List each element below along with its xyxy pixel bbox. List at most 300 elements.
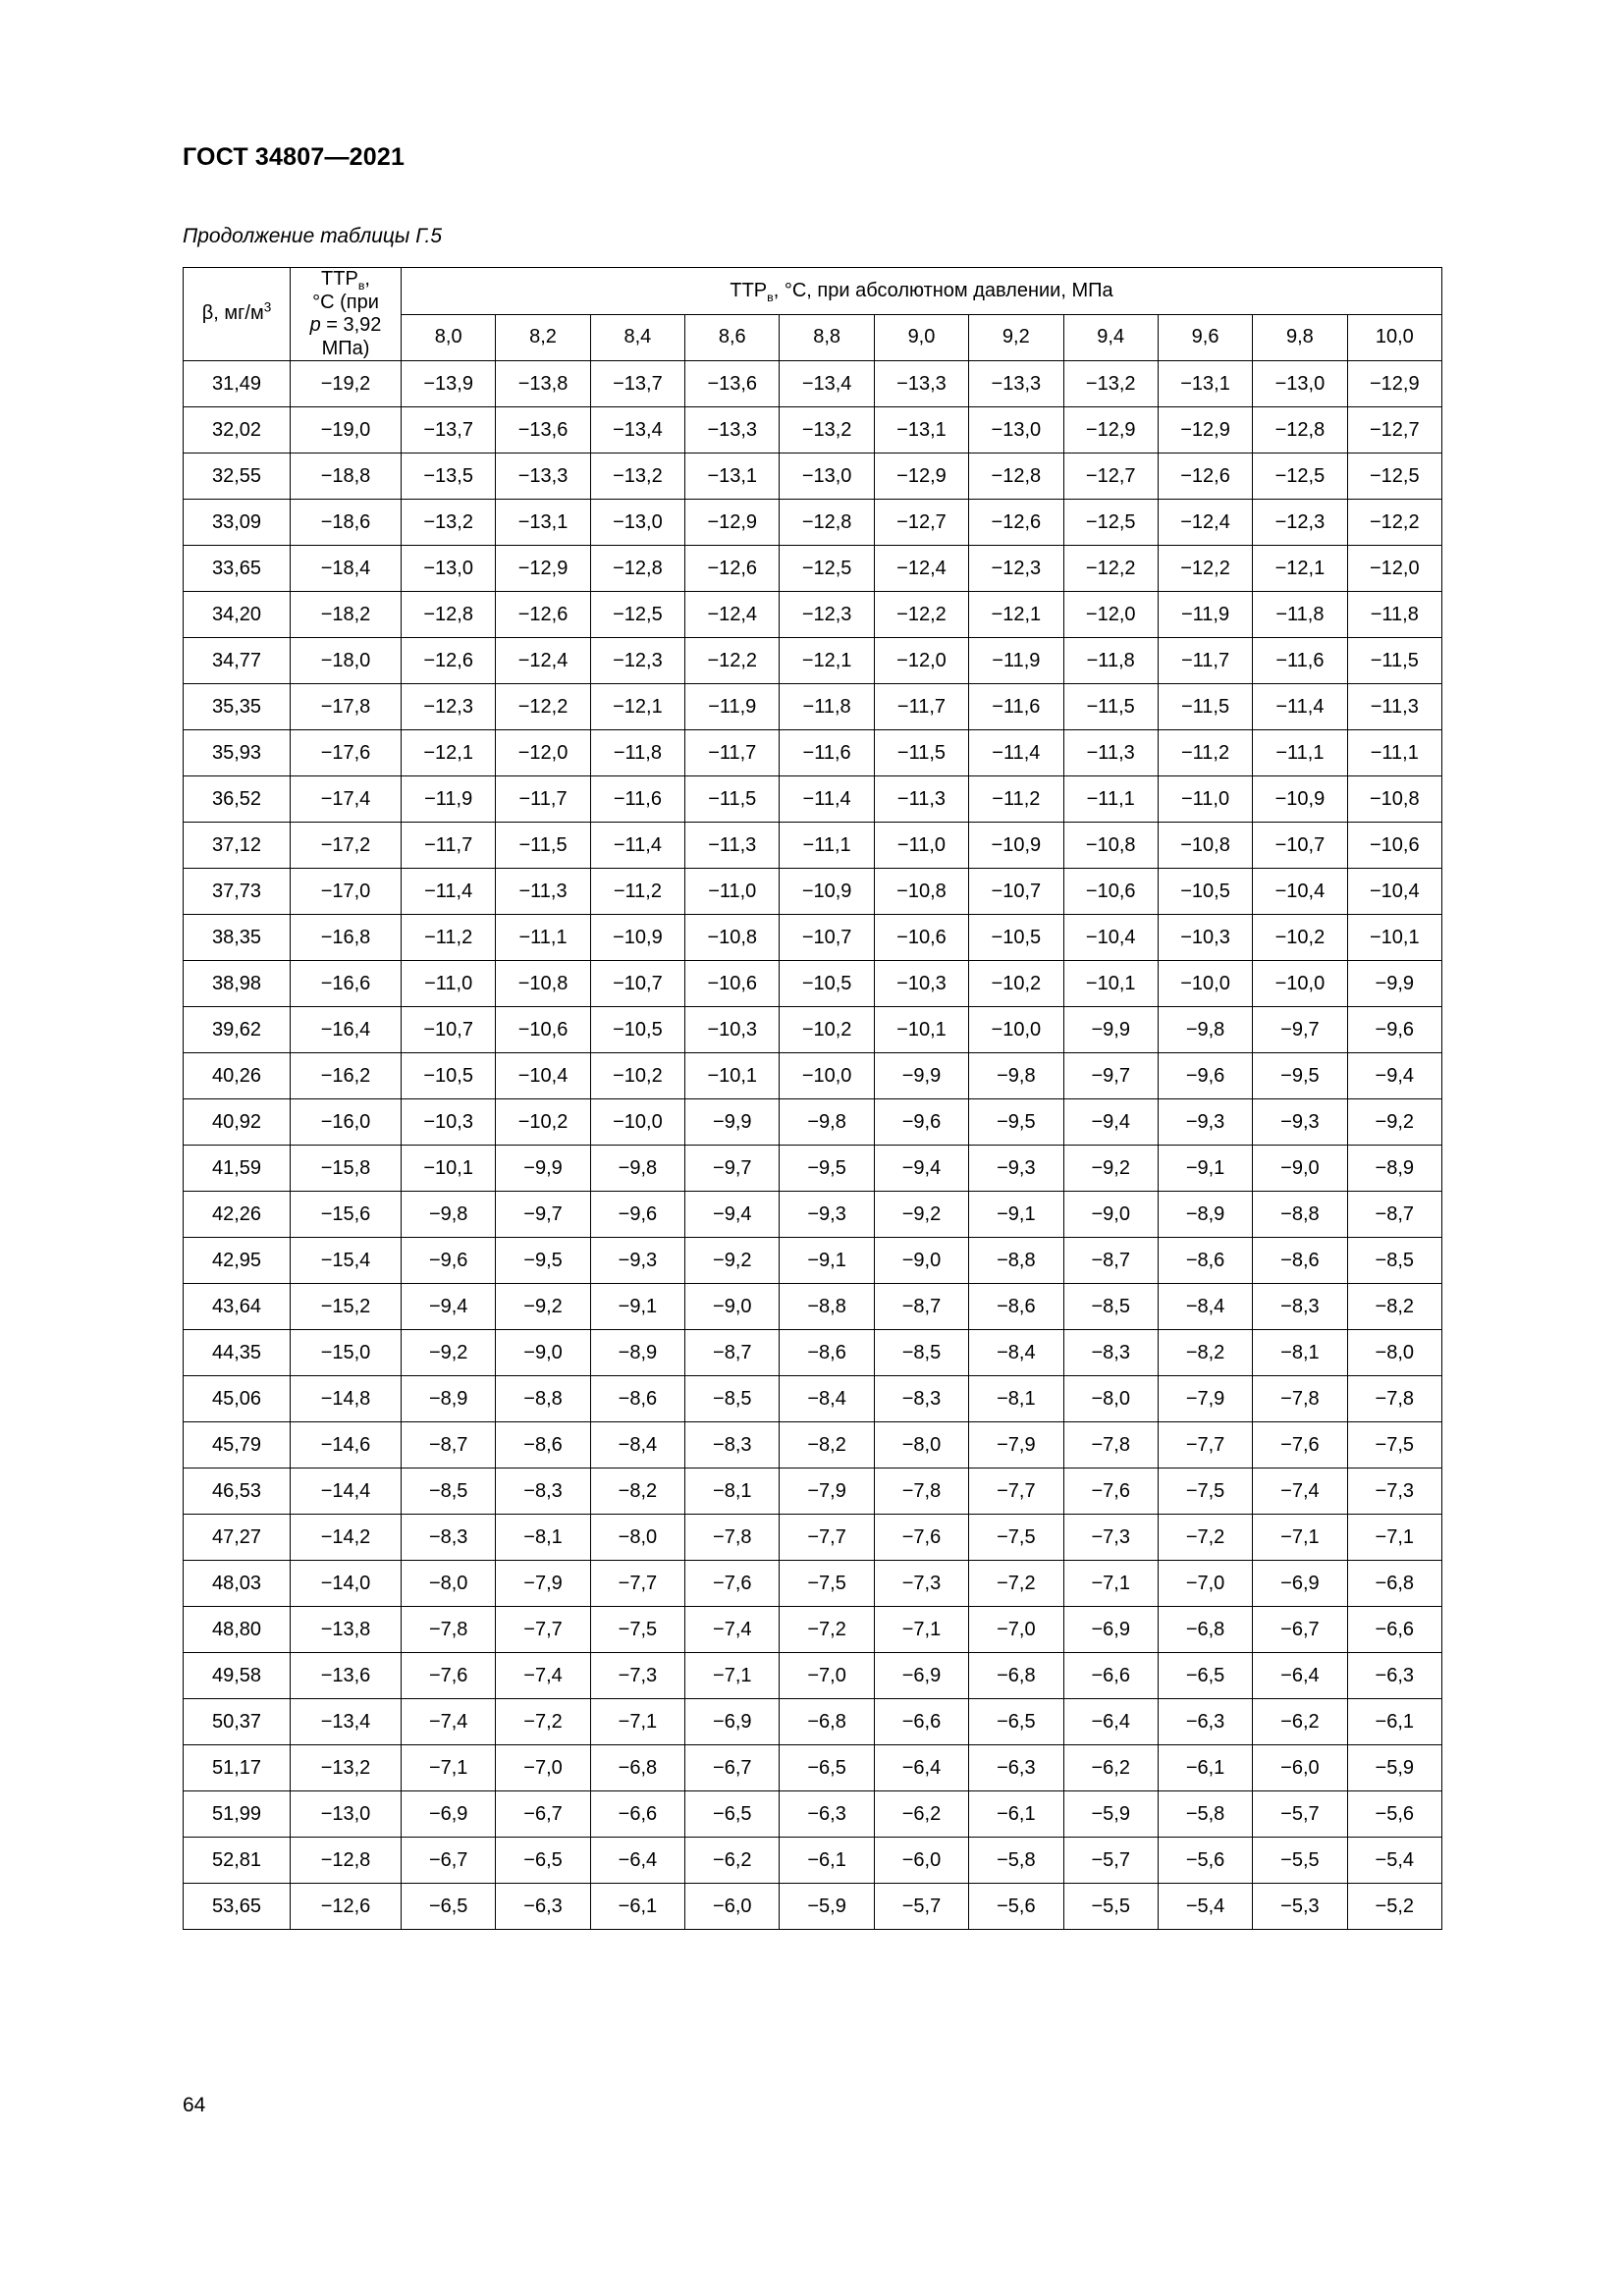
table-row [184, 776, 1442, 823]
cell-ttr-value: −9,9 [1347, 961, 1441, 1007]
cell-ttr-value: −12,2 [874, 592, 968, 638]
cell-ttr-value: −6,4 [874, 1745, 968, 1791]
cell-ttr-value: −13,9 [402, 361, 496, 407]
cell-ttr-value: −13,7 [590, 361, 684, 407]
cell-ttr-value: −6,3 [496, 1884, 590, 1930]
cell-ttr-value: −7,5 [780, 1561, 874, 1607]
cell-ttr-value: −7,5 [969, 1515, 1063, 1561]
cell-ttr-value: −10,3 [402, 1099, 496, 1146]
table-row [184, 1884, 1442, 1930]
cell-ttr-value: −6,9 [685, 1699, 780, 1745]
cell-ttr-reference: −14,2 [291, 1515, 402, 1561]
cell-ttr-value: −8,8 [780, 1284, 874, 1330]
cell-ttr-value: −12,3 [780, 592, 874, 638]
cell-ttr-value: −5,5 [1063, 1884, 1158, 1930]
cell-ttr-value: −7,4 [1253, 1468, 1347, 1515]
table-row [184, 915, 1442, 961]
table-row [184, 961, 1442, 1007]
cell-ttr-value: −11,5 [874, 730, 968, 776]
header-ttr-ref-sub: в [357, 279, 365, 293]
cell-ttr-value: −12,6 [496, 592, 590, 638]
cell-ttr-value: −5,8 [969, 1838, 1063, 1884]
cell-ttr-value: −11,8 [780, 684, 874, 730]
table-row [184, 1192, 1442, 1238]
cell-ttr-value: −8,4 [969, 1330, 1063, 1376]
cell-ttr-value: −10,5 [402, 1053, 496, 1099]
cell-ttr-value: −7,6 [874, 1515, 968, 1561]
cell-ttr-value: −12,2 [1063, 546, 1158, 592]
cell-ttr-value: −9,2 [874, 1192, 968, 1238]
cell-ttr-value: −12,3 [590, 638, 684, 684]
cell-ttr-value: −7,4 [402, 1699, 496, 1745]
cell-ttr-value: −13,0 [402, 546, 496, 592]
cell-ttr-reference: −15,8 [291, 1146, 402, 1192]
cell-ttr-value: −12,9 [874, 454, 968, 500]
header-pressure-span [402, 268, 1442, 315]
cell-ttr-value: −12,6 [402, 638, 496, 684]
data-table [183, 267, 1442, 1930]
cell-ttr-value: −7,7 [969, 1468, 1063, 1515]
cell-ttr-value: −6,0 [685, 1884, 780, 1930]
cell-ttr-value: −6,3 [1158, 1699, 1252, 1745]
cell-beta: 40,26 [184, 1053, 291, 1099]
cell-ttr-value: −7,9 [1158, 1376, 1252, 1422]
cell-ttr-value: −7,0 [1158, 1561, 1252, 1607]
cell-ttr-value: −13,0 [969, 407, 1063, 454]
cell-ttr-value: −8,3 [402, 1515, 496, 1561]
cell-ttr-reference: −15,2 [291, 1284, 402, 1330]
cell-ttr-value: −12,8 [590, 546, 684, 592]
cell-ttr-value: −11,9 [1158, 592, 1252, 638]
cell-ttr-value: −10,2 [780, 1007, 874, 1053]
cell-ttr-value: −8,2 [1158, 1330, 1252, 1376]
cell-beta: 47,27 [184, 1515, 291, 1561]
cell-ttr-value: −6,9 [402, 1791, 496, 1838]
cell-ttr-value: −11,0 [1158, 776, 1252, 823]
cell-ttr-value: −13,2 [402, 500, 496, 546]
table-row [184, 1146, 1442, 1192]
cell-ttr-value: −10,8 [874, 869, 968, 915]
cell-ttr-value: −9,8 [1158, 1007, 1252, 1053]
cell-ttr-value: −7,9 [780, 1468, 874, 1515]
cell-beta: 32,02 [184, 407, 291, 454]
table-row [184, 1422, 1442, 1468]
cell-ttr-value: −6,9 [1063, 1607, 1158, 1653]
cell-ttr-value: −8,2 [590, 1468, 684, 1515]
cell-ttr-reference: −12,8 [291, 1838, 402, 1884]
cell-ttr-value: −9,8 [780, 1099, 874, 1146]
cell-ttr-value: −5,8 [1158, 1791, 1252, 1838]
cell-ttr-value: −9,2 [1063, 1146, 1158, 1192]
cell-ttr-reference: −12,6 [291, 1884, 402, 1930]
cell-ttr-value: −8,0 [874, 1422, 968, 1468]
cell-ttr-value: −6,2 [1253, 1699, 1347, 1745]
cell-ttr-value: −11,6 [590, 776, 684, 823]
cell-ttr-value: −5,6 [1158, 1838, 1252, 1884]
header-pressure-8-4: 8,4 [590, 314, 684, 361]
table-row [184, 1284, 1442, 1330]
cell-ttr-value: −6,3 [780, 1791, 874, 1838]
cell-ttr-value: −6,8 [590, 1745, 684, 1791]
cell-ttr-value: −7,0 [780, 1653, 874, 1699]
cell-ttr-reference: −14,8 [291, 1376, 402, 1422]
cell-beta: 38,98 [184, 961, 291, 1007]
cell-ttr-value: −12,2 [496, 684, 590, 730]
cell-ttr-value: −10,4 [1063, 915, 1158, 961]
cell-ttr-value: −5,9 [1347, 1745, 1441, 1791]
cell-ttr-value: −8,1 [685, 1468, 780, 1515]
table-row [184, 1053, 1442, 1099]
header-pressure-8-0: 8,0 [402, 314, 496, 361]
cell-ttr-value: −12,4 [685, 592, 780, 638]
cell-ttr-value: −5,4 [1347, 1838, 1441, 1884]
cell-ttr-value: −9,6 [874, 1099, 968, 1146]
cell-ttr-value: −11,4 [780, 776, 874, 823]
header-ttr-ref-units: °C (при [312, 291, 379, 313]
table-row [184, 1515, 1442, 1561]
cell-ttr-value: −5,7 [874, 1884, 968, 1930]
cell-beta: 50,37 [184, 1699, 291, 1745]
cell-ttr-value: −12,3 [969, 546, 1063, 592]
cell-ttr-value: −10,6 [685, 961, 780, 1007]
cell-ttr-value: −9,3 [1158, 1099, 1252, 1146]
cell-ttr-value: −9,3 [590, 1238, 684, 1284]
cell-ttr-value: −11,5 [1158, 684, 1252, 730]
cell-ttr-value: −6,8 [780, 1699, 874, 1745]
cell-ttr-value: −11,2 [1158, 730, 1252, 776]
cell-ttr-value: −7,7 [780, 1515, 874, 1561]
cell-ttr-value: −9,8 [590, 1146, 684, 1192]
cell-ttr-value: −8,3 [874, 1376, 968, 1422]
cell-ttr-value: −6,1 [1158, 1745, 1252, 1791]
cell-ttr-value: −8,8 [1253, 1192, 1347, 1238]
cell-ttr-value: −9,3 [1253, 1099, 1347, 1146]
cell-beta: 34,20 [184, 592, 291, 638]
cell-ttr-value: −10,6 [1063, 869, 1158, 915]
cell-beta: 46,53 [184, 1468, 291, 1515]
cell-ttr-value: −5,7 [1253, 1791, 1347, 1838]
cell-ttr-reference: −16,6 [291, 961, 402, 1007]
cell-ttr-value: −7,3 [1347, 1468, 1441, 1515]
cell-ttr-reference: −15,4 [291, 1238, 402, 1284]
cell-ttr-value: −11,7 [402, 823, 496, 869]
table-row [184, 869, 1442, 915]
cell-ttr-value: −5,5 [1253, 1838, 1347, 1884]
cell-ttr-value: −8,5 [1347, 1238, 1441, 1284]
cell-ttr-value: −11,4 [1253, 684, 1347, 730]
table-row [184, 638, 1442, 684]
cell-ttr-value: −11,2 [969, 776, 1063, 823]
cell-ttr-value: −6,5 [496, 1838, 590, 1884]
cell-ttr-value: −11,5 [685, 776, 780, 823]
cell-ttr-reference: −16,8 [291, 915, 402, 961]
cell-ttr-value: −11,2 [590, 869, 684, 915]
cell-ttr-reference: −17,2 [291, 823, 402, 869]
cell-ttr-value: −6,1 [969, 1791, 1063, 1838]
cell-ttr-value: −12,2 [1347, 500, 1441, 546]
cell-ttr-value: −12,8 [780, 500, 874, 546]
header-pressure-8-2: 8,2 [496, 314, 590, 361]
cell-ttr-value: −8,3 [496, 1468, 590, 1515]
cell-ttr-value: −9,4 [402, 1284, 496, 1330]
cell-ttr-value: −12,8 [969, 454, 1063, 500]
cell-ttr-value: −12,3 [1253, 500, 1347, 546]
cell-ttr-value: −8,1 [969, 1376, 1063, 1422]
cell-ttr-value: −12,9 [685, 500, 780, 546]
cell-ttr-reference: −17,8 [291, 684, 402, 730]
cell-ttr-value: −6,6 [1063, 1653, 1158, 1699]
cell-beta: 39,62 [184, 1007, 291, 1053]
cell-ttr-value: −9,0 [685, 1284, 780, 1330]
cell-ttr-value: −11,5 [1063, 684, 1158, 730]
cell-ttr-value: −7,2 [969, 1561, 1063, 1607]
cell-ttr-value: −11,5 [1347, 638, 1441, 684]
cell-ttr-value: −8,5 [402, 1468, 496, 1515]
cell-beta: 37,12 [184, 823, 291, 869]
cell-ttr-value: −7,8 [1347, 1376, 1441, 1422]
cell-ttr-value: −12,6 [1158, 454, 1252, 500]
cell-ttr-value: −12,2 [1158, 546, 1252, 592]
table-caption: Продолжение таблицы Г.5 [183, 225, 443, 247]
table-row [184, 1561, 1442, 1607]
cell-ttr-value: −9,9 [496, 1146, 590, 1192]
table-row [184, 546, 1442, 592]
cell-beta: 40,92 [184, 1099, 291, 1146]
cell-ttr-value: −9,3 [969, 1146, 1063, 1192]
cell-ttr-value: −10,9 [969, 823, 1063, 869]
cell-ttr-value: −10,9 [590, 915, 684, 961]
cell-ttr-value: −6,2 [874, 1791, 968, 1838]
cell-ttr-value: −7,8 [1253, 1376, 1347, 1422]
cell-ttr-value: −6,5 [1158, 1653, 1252, 1699]
cell-ttr-value: −10,7 [590, 961, 684, 1007]
cell-ttr-value: −9,1 [590, 1284, 684, 1330]
cell-ttr-value: −6,6 [1347, 1607, 1441, 1653]
cell-ttr-value: −9,6 [1158, 1053, 1252, 1099]
cell-ttr-reference: −18,6 [291, 500, 402, 546]
cell-ttr-value: −11,8 [590, 730, 684, 776]
table-row [184, 684, 1442, 730]
cell-ttr-value: −7,2 [780, 1607, 874, 1653]
cell-beta: 33,65 [184, 546, 291, 592]
cell-ttr-value: −10,1 [1347, 915, 1441, 961]
cell-ttr-value: −11,0 [402, 961, 496, 1007]
cell-ttr-reference: −13,2 [291, 1745, 402, 1791]
cell-ttr-value: −12,1 [969, 592, 1063, 638]
cell-ttr-value: −9,1 [1158, 1146, 1252, 1192]
cell-ttr-value: −6,2 [1063, 1745, 1158, 1791]
cell-ttr-value: −12,4 [874, 546, 968, 592]
cell-ttr-value: −10,8 [685, 915, 780, 961]
cell-ttr-value: −10,6 [496, 1007, 590, 1053]
cell-ttr-value: −13,3 [969, 361, 1063, 407]
cell-ttr-value: −5,9 [1063, 1791, 1158, 1838]
cell-ttr-value: −10,3 [874, 961, 968, 1007]
table-row [184, 454, 1442, 500]
cell-ttr-value: −11,3 [496, 869, 590, 915]
cell-ttr-value: −8,9 [1158, 1192, 1252, 1238]
cell-ttr-value: −6,1 [590, 1884, 684, 1930]
cell-ttr-value: −13,2 [780, 407, 874, 454]
cell-ttr-value: −12,9 [1063, 407, 1158, 454]
cell-ttr-value: −10,8 [1158, 823, 1252, 869]
cell-ttr-value: −13,0 [590, 500, 684, 546]
header-beta-label: β, мг/м [201, 302, 264, 325]
cell-ttr-value: −6,2 [685, 1838, 780, 1884]
cell-ttr-value: −10,7 [402, 1007, 496, 1053]
cell-ttr-value: −13,3 [496, 454, 590, 500]
cell-ttr-value: −11,3 [685, 823, 780, 869]
header-pressure-9-2: 9,2 [969, 314, 1063, 361]
cell-ttr-value: −10,4 [1253, 869, 1347, 915]
standard-header: ГОСТ 34807—2021 [183, 143, 406, 171]
cell-ttr-value: −10,6 [1347, 823, 1441, 869]
cell-beta: 38,35 [184, 915, 291, 961]
cell-ttr-value: −10,2 [969, 961, 1063, 1007]
cell-ttr-value: −6,1 [780, 1838, 874, 1884]
cell-ttr-value: −7,8 [1063, 1422, 1158, 1468]
header-pressure-10-0: 10,0 [1347, 314, 1441, 361]
cell-ttr-value: −13,2 [1063, 361, 1158, 407]
cell-ttr-value: −12,8 [1253, 407, 1347, 454]
cell-ttr-value: −9,9 [685, 1099, 780, 1146]
cell-ttr-value: −8,9 [590, 1330, 684, 1376]
cell-ttr-value: −8,6 [1253, 1238, 1347, 1284]
cell-ttr-value: −12,9 [1347, 361, 1441, 407]
cell-ttr-value: −8,0 [1347, 1330, 1441, 1376]
cell-ttr-value: −8,7 [1063, 1238, 1158, 1284]
cell-ttr-value: −7,6 [685, 1561, 780, 1607]
cell-ttr-value: −8,1 [496, 1515, 590, 1561]
cell-ttr-value: −10,2 [590, 1053, 684, 1099]
cell-ttr-value: −7,1 [1347, 1515, 1441, 1561]
cell-ttr-value: −6,8 [1158, 1607, 1252, 1653]
cell-ttr-value: −10,5 [780, 961, 874, 1007]
header-pressure-8-6: 8,6 [685, 314, 780, 361]
cell-ttr-value: −5,9 [780, 1884, 874, 1930]
cell-ttr-value: −10,7 [969, 869, 1063, 915]
cell-beta: 35,93 [184, 730, 291, 776]
cell-beta: 45,06 [184, 1376, 291, 1422]
cell-ttr-value: −7,1 [402, 1745, 496, 1791]
header-pressure-8-8: 8,8 [780, 314, 874, 361]
cell-ttr-value: −12,5 [1347, 454, 1441, 500]
cell-ttr-value: −6,9 [1253, 1561, 1347, 1607]
cell-ttr-value: −8,6 [969, 1284, 1063, 1330]
cell-ttr-value: −7,3 [1063, 1515, 1158, 1561]
cell-ttr-value: −11,3 [1347, 684, 1441, 730]
cell-ttr-value: −6,5 [780, 1745, 874, 1791]
cell-ttr-reference: −18,4 [291, 546, 402, 592]
cell-ttr-value: −11,8 [1347, 592, 1441, 638]
cell-ttr-value: −9,1 [780, 1238, 874, 1284]
cell-ttr-value: −10,5 [1158, 869, 1252, 915]
cell-ttr-value: −10,1 [874, 1007, 968, 1053]
header-pressure-9-0: 9,0 [874, 314, 968, 361]
cell-ttr-value: −6,6 [590, 1791, 684, 1838]
header-ttr-reference [291, 268, 402, 361]
cell-ttr-value: −8,3 [685, 1422, 780, 1468]
cell-ttr-value: −11,4 [969, 730, 1063, 776]
cell-ttr-value: −10,6 [874, 915, 968, 961]
cell-ttr-value: −10,0 [590, 1099, 684, 1146]
cell-ttr-value: −10,1 [402, 1146, 496, 1192]
cell-ttr-value: −6,7 [685, 1745, 780, 1791]
cell-ttr-value: −11,4 [590, 823, 684, 869]
cell-ttr-value: −9,5 [1253, 1053, 1347, 1099]
cell-ttr-value: −13,1 [496, 500, 590, 546]
cell-ttr-value: −13,3 [874, 361, 968, 407]
cell-beta: 34,77 [184, 638, 291, 684]
cell-ttr-value: −11,7 [496, 776, 590, 823]
cell-ttr-value: −10,9 [1253, 776, 1347, 823]
cell-ttr-value: −7,8 [402, 1607, 496, 1653]
cell-beta: 48,03 [184, 1561, 291, 1607]
cell-ttr-value: −9,7 [1063, 1053, 1158, 1099]
cell-ttr-value: −10,8 [1347, 776, 1441, 823]
cell-ttr-value: −10,3 [1158, 915, 1252, 961]
cell-ttr-value: −7,1 [685, 1653, 780, 1699]
cell-ttr-value: −12,7 [874, 500, 968, 546]
cell-ttr-value: −6,5 [969, 1699, 1063, 1745]
table-row [184, 1099, 1442, 1146]
table-row [184, 407, 1442, 454]
cell-ttr-value: −8,9 [1347, 1146, 1441, 1192]
table-row [184, 361, 1442, 407]
cell-ttr-value: −7,7 [590, 1561, 684, 1607]
cell-ttr-value: −13,1 [874, 407, 968, 454]
header-span-pre: ТТР [730, 279, 768, 301]
cell-ttr-reference: −18,8 [291, 454, 402, 500]
cell-ttr-value: −5,7 [1063, 1838, 1158, 1884]
cell-ttr-value: −10,7 [780, 915, 874, 961]
cell-ttr-value: −7,6 [1253, 1422, 1347, 1468]
table-row [184, 1376, 1442, 1422]
cell-ttr-value: −5,4 [1158, 1884, 1252, 1930]
cell-ttr-value: −6,8 [1347, 1561, 1441, 1607]
cell-ttr-value: −12,0 [1347, 546, 1441, 592]
cell-ttr-value: −12,4 [496, 638, 590, 684]
cell-ttr-reference: −18,2 [291, 592, 402, 638]
cell-ttr-value: −7,9 [496, 1561, 590, 1607]
cell-ttr-value: −9,4 [1347, 1053, 1441, 1099]
cell-ttr-value: −13,4 [780, 361, 874, 407]
cell-ttr-value: −10,7 [1253, 823, 1347, 869]
cell-ttr-value: −9,5 [969, 1099, 1063, 1146]
cell-ttr-value: −10,2 [496, 1099, 590, 1146]
cell-ttr-value: −13,3 [685, 407, 780, 454]
cell-ttr-value: −6,7 [496, 1791, 590, 1838]
cell-ttr-value: −9,7 [685, 1146, 780, 1192]
cell-ttr-value: −9,1 [969, 1192, 1063, 1238]
cell-ttr-value: −10,1 [1063, 961, 1158, 1007]
cell-ttr-value: −12,5 [780, 546, 874, 592]
cell-ttr-value: −9,7 [496, 1192, 590, 1238]
cell-beta: 42,95 [184, 1238, 291, 1284]
header-ttr-ref-p-symbol: p [309, 314, 321, 337]
cell-ttr-value: −12,9 [496, 546, 590, 592]
cell-ttr-value: −12,2 [685, 638, 780, 684]
cell-ttr-value: −9,0 [1063, 1192, 1158, 1238]
cell-ttr-value: −6,6 [874, 1699, 968, 1745]
cell-ttr-value: −12,0 [1063, 592, 1158, 638]
cell-ttr-value: −12,5 [590, 592, 684, 638]
cell-ttr-value: −9,3 [780, 1192, 874, 1238]
header-beta [184, 268, 291, 361]
cell-ttr-value: −8,3 [1253, 1284, 1347, 1330]
cell-ttr-value: −8,4 [590, 1422, 684, 1468]
header-row-top [184, 268, 1442, 315]
